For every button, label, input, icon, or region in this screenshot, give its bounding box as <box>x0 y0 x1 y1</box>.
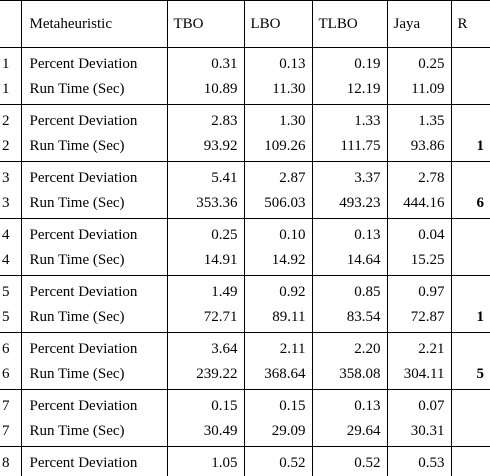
r-value-cell <box>451 333 490 363</box>
lbo-value-cell: 0.52 <box>244 447 312 476</box>
table-row <box>0 333 490 363</box>
metric-label-cell: Run Time (Sec) <box>21 191 167 219</box>
tbo-value-cell: 3.64 <box>167 333 244 363</box>
r-value-cell <box>451 219 490 249</box>
lbo-value-cell: 0.92 <box>244 276 312 306</box>
tbo-value-cell: 2.83 <box>167 105 244 135</box>
tbo-value-cell: 30.49 <box>167 419 244 447</box>
r-value-cell <box>451 77 490 105</box>
metric-label-cell: Run Time (Sec) <box>21 305 167 333</box>
tlbo-value-cell: 29.64 <box>312 419 387 447</box>
row-id-cell: 3 <box>0 191 21 219</box>
row-id-cell: 2 <box>0 134 21 162</box>
row-id-cell: 7 <box>0 390 21 420</box>
metric-label-cell: Run Time (Sec) <box>21 362 167 390</box>
r-value-cell: 1 <box>451 134 490 162</box>
table-header-row <box>0 1 490 48</box>
row-id-cell: 7 <box>0 419 21 447</box>
row-id-cell: 6 <box>0 333 21 363</box>
table-row <box>0 48 490 78</box>
table-row <box>0 219 490 249</box>
r-value-cell <box>451 447 490 476</box>
table-body <box>0 48 490 476</box>
tlbo-value-cell: 0.19 <box>312 48 387 78</box>
jaya-value-cell: 2.78 <box>387 162 451 192</box>
tbo-value-cell: 353.36 <box>167 191 244 219</box>
tbo-value-cell: 10.89 <box>167 77 244 105</box>
tlbo-value-cell: 0.52 <box>312 447 387 476</box>
tbo-value-cell: 0.15 <box>167 390 244 420</box>
tlbo-value-cell: 14.64 <box>312 248 387 276</box>
lbo-value-cell: 2.11 <box>244 333 312 363</box>
lbo-value-cell: 0.13 <box>244 48 312 78</box>
lbo-value-cell: 109.26 <box>244 134 312 162</box>
lbo-value-cell: 368.64 <box>244 362 312 390</box>
lbo-value-cell: 1.30 <box>244 105 312 135</box>
table-row <box>0 390 490 420</box>
jaya-value-cell: 304.11 <box>387 362 451 390</box>
r-value-cell: 6 <box>451 191 490 219</box>
r-value-cell: 1 <box>451 305 490 333</box>
row-id-cell: 5 <box>0 276 21 306</box>
lbo-value-cell: 506.03 <box>244 191 312 219</box>
tbo-value-cell: 1.05 <box>167 447 244 476</box>
row-id-cell: 2 <box>0 105 21 135</box>
lbo-value-cell: 89.11 <box>244 305 312 333</box>
lbo-value-cell: 29.09 <box>244 419 312 447</box>
r-value-cell <box>451 276 490 306</box>
row-id-cell: 1 <box>0 77 21 105</box>
table-row <box>0 419 490 447</box>
table-row <box>0 191 490 219</box>
metric-label-cell: Run Time (Sec) <box>21 77 167 105</box>
header-r: R <box>451 1 490 48</box>
metric-label-cell: Percent Deviation <box>21 48 167 78</box>
r-value-cell <box>451 162 490 192</box>
tlbo-value-cell: 0.13 <box>312 219 387 249</box>
table-row <box>0 248 490 276</box>
table-row <box>0 134 490 162</box>
table-row <box>0 105 490 135</box>
tlbo-value-cell: 111.75 <box>312 134 387 162</box>
jaya-value-cell: 93.86 <box>387 134 451 162</box>
jaya-value-cell: 444.16 <box>387 191 451 219</box>
r-value-cell: 5 <box>451 362 490 390</box>
metric-label-cell: Run Time (Sec) <box>21 134 167 162</box>
tlbo-value-cell: 358.08 <box>312 362 387 390</box>
lbo-value-cell: 0.15 <box>244 390 312 420</box>
table-row <box>0 305 490 333</box>
jaya-value-cell: 72.87 <box>387 305 451 333</box>
metric-label-cell: Run Time (Sec) <box>21 419 167 447</box>
r-value-cell <box>451 419 490 447</box>
jaya-value-cell: 1.35 <box>387 105 451 135</box>
tbo-value-cell: 0.31 <box>167 48 244 78</box>
r-value-cell <box>451 390 490 420</box>
header-lbo: LBO <box>244 1 312 48</box>
metric-label-cell: Percent Deviation <box>21 162 167 192</box>
r-value-cell <box>451 48 490 78</box>
jaya-value-cell: 0.25 <box>387 48 451 78</box>
jaya-value-cell: 11.09 <box>387 77 451 105</box>
metric-label-cell: Percent Deviation <box>21 447 167 476</box>
table-row <box>0 276 490 306</box>
tbo-value-cell: 0.25 <box>167 219 244 249</box>
tbo-value-cell: 1.49 <box>167 276 244 306</box>
header-id <box>0 1 21 48</box>
jaya-value-cell: 15.25 <box>387 248 451 276</box>
metric-label-cell: Percent Deviation <box>21 276 167 306</box>
header-metaheuristic: Metaheuristic <box>21 1 167 48</box>
jaya-value-cell: 0.07 <box>387 390 451 420</box>
metric-label-cell: Percent Deviation <box>21 333 167 363</box>
lbo-value-cell: 14.92 <box>244 248 312 276</box>
lbo-value-cell: 2.87 <box>244 162 312 192</box>
tlbo-value-cell: 3.37 <box>312 162 387 192</box>
tlbo-value-cell: 1.33 <box>312 105 387 135</box>
r-value-cell <box>451 248 490 276</box>
table-row <box>0 447 490 476</box>
lbo-value-cell: 11.30 <box>244 77 312 105</box>
jaya-value-cell: 0.97 <box>387 276 451 306</box>
row-id-cell: 1 <box>0 48 21 78</box>
table-row <box>0 162 490 192</box>
tlbo-value-cell: 0.13 <box>312 390 387 420</box>
lbo-value-cell: 0.10 <box>244 219 312 249</box>
metric-label-cell: Percent Deviation <box>21 105 167 135</box>
metric-label-cell: Run Time (Sec) <box>21 248 167 276</box>
row-id-cell: 4 <box>0 248 21 276</box>
tbo-value-cell: 5.41 <box>167 162 244 192</box>
tlbo-value-cell: 493.23 <box>312 191 387 219</box>
tbo-value-cell: 239.22 <box>167 362 244 390</box>
tbo-value-cell: 14.91 <box>167 248 244 276</box>
header-tlbo: TLBO <box>312 1 387 48</box>
row-id-cell: 4 <box>0 219 21 249</box>
jaya-value-cell: 30.31 <box>387 419 451 447</box>
row-id-cell: 3 <box>0 162 21 192</box>
row-id-cell: 5 <box>0 305 21 333</box>
metric-label-cell: Percent Deviation <box>21 390 167 420</box>
tlbo-value-cell: 12.19 <box>312 77 387 105</box>
tbo-value-cell: 93.92 <box>167 134 244 162</box>
table-row <box>0 362 490 390</box>
row-id-cell: 6 <box>0 362 21 390</box>
tlbo-value-cell: 83.54 <box>312 305 387 333</box>
header-jaya: Jaya <box>387 1 451 48</box>
tbo-value-cell: 72.71 <box>167 305 244 333</box>
tlbo-value-cell: 2.20 <box>312 333 387 363</box>
jaya-value-cell: 0.04 <box>387 219 451 249</box>
metric-label-cell: Percent Deviation <box>21 219 167 249</box>
header-tbo: TBO <box>167 1 244 48</box>
jaya-value-cell: 0.53 <box>387 447 451 476</box>
tlbo-value-cell: 0.85 <box>312 276 387 306</box>
jaya-value-cell: 2.21 <box>387 333 451 363</box>
r-value-cell <box>451 105 490 135</box>
table-row <box>0 77 490 105</box>
row-id-cell: 8 <box>0 447 21 476</box>
